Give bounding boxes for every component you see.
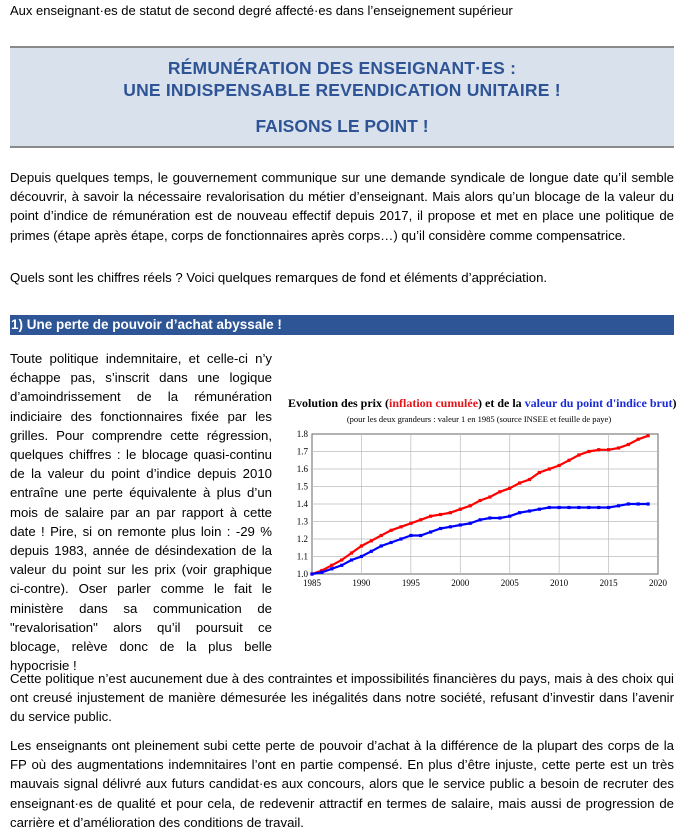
data-point — [459, 523, 462, 526]
data-point — [518, 511, 521, 514]
data-point — [370, 539, 373, 542]
data-point — [439, 527, 442, 530]
data-point — [360, 544, 363, 547]
data-point — [587, 450, 590, 453]
data-point — [350, 551, 353, 554]
data-point — [429, 515, 432, 518]
paragraph-policy: Cette politique n’est aucunement due à des contraintes et impossibilités financières du pays, mais à des choix qui ont creusé injustement de manière démesurée les inégalités dans notre société, refusant d’investir dans l’avenir du service public. — [10, 671, 674, 725]
y-tick-label: 1.6 — [296, 464, 308, 474]
data-point — [330, 564, 333, 567]
data-point — [469, 504, 472, 507]
data-point — [310, 572, 313, 575]
data-point — [439, 513, 442, 516]
data-point — [627, 502, 630, 505]
chart-subtitle: (pour les deux grandeurs : valeur 1 en 1985 (source INSEE et feuille de paye) — [346, 414, 612, 424]
data-point — [607, 448, 610, 451]
data-point — [607, 506, 610, 509]
y-tick-label: 1.3 — [296, 516, 308, 527]
data-point — [637, 502, 640, 505]
data-point — [508, 487, 511, 490]
chart-title: Evolution des prix (inflation cumulée) et de la valeur du point d'indice brut) — [288, 396, 677, 410]
x-tick-label: 2015 — [599, 578, 618, 588]
chart-plot — [288, 396, 677, 596]
title-banner — [10, 46, 674, 148]
y-tick-label: 1.8 — [296, 429, 308, 439]
data-point — [647, 502, 650, 505]
data-point — [528, 509, 531, 512]
data-point — [370, 550, 373, 553]
data-point — [498, 516, 501, 519]
data-point — [617, 446, 620, 449]
data-point — [528, 478, 531, 481]
banner-title-line-2: UNE INDISPENSABLE REVENDICATION UNITAIRE ! — [123, 80, 561, 100]
data-point — [419, 518, 422, 521]
data-point — [567, 506, 570, 509]
data-point — [488, 516, 491, 519]
data-point — [538, 508, 541, 511]
data-point — [637, 438, 640, 441]
data-point — [627, 443, 630, 446]
data-point — [409, 534, 412, 537]
chart-title-part-1: Evolution des prix ( — [288, 396, 390, 410]
data-point — [399, 537, 402, 540]
data-point — [479, 518, 482, 521]
data-point — [340, 558, 343, 561]
y-tick-label: 1.5 — [296, 481, 308, 492]
data-point — [350, 558, 353, 561]
data-point — [488, 495, 491, 498]
y-tick-label: 1.2 — [296, 534, 308, 544]
x-tick-label: 2000 — [451, 578, 470, 588]
section-left-text: Toute politique indemnitaire, et celle-ci n’y échappe pas, s’inscrit dans une logique d’amoindrissement de la rémunération indiciaire des fonctionnaires fixée par les grilles. Pour comprendre cette régression, quelques chiffres : le blocage quasi-continu de la valeur du point d’indice depuis 2010 entraîne une perte équivalente à plus d’un mois de salaire par an par rapport à cette date ! Pire, si on remonte plus loin : -29 % depuis 1983, année de désindexation de la valeur du point sur les prix (voir graphique ci-contre). Oser parler comme le fait le ministère dans sa communication de "revalorisation" alors qu’il poursuit ce blocage, relève donc de la plus belle hypocrisie ! — [10, 351, 272, 674]
x-tick-label: 2005 — [500, 578, 519, 588]
y-tick-label: 1.0 — [296, 569, 308, 579]
data-point — [409, 522, 412, 525]
data-point — [498, 490, 501, 493]
data-point — [587, 506, 590, 509]
data-point — [577, 453, 580, 456]
data-point — [469, 522, 472, 525]
data-point — [390, 541, 393, 544]
chart-title-inflation: inflation cumulée — [389, 396, 479, 410]
x-tick-label: 1990 — [352, 578, 371, 588]
chart — [288, 396, 677, 596]
data-point — [399, 525, 402, 528]
banner-title-line-3: FAISONS LE POINT ! — [255, 116, 429, 136]
data-point — [597, 506, 600, 509]
paragraph-teachers: Les enseignants ont pleinement subi cette perte de pouvoir d’achat à la différence de la plupart des corps de la FP où des augmentations indemnitaires l’ont en partie compensé. En plus d’être injuste, cette perte est un très mauvais signal délivré aux futurs candidat·es aux concours, alors que le service public a besoin de recruter des enseignant·es de qualité et pour cela, de redevenir attractif en termes de salaire, mais aussi de progression de carrière et d’amélioration des conditions de travail. — [10, 738, 674, 830]
chart-title-part-3: ) et de la — [478, 396, 525, 410]
x-tick-label: 2020 — [649, 578, 667, 588]
data-point — [449, 511, 452, 514]
data-point — [330, 567, 333, 570]
data-point — [617, 504, 620, 507]
data-point — [508, 515, 511, 518]
intro-question: Quels sont les chiffres réels ? Voici quelques remarques de fond et éléments d’appréciation. — [10, 270, 548, 285]
data-point — [577, 506, 580, 509]
data-point — [419, 534, 422, 537]
x-tick-label: 1995 — [401, 578, 420, 588]
intro-paragraph: Depuis quelques temps, le gouvernement communique sur une demande syndicale de longue date qu’il semble découvrir, à savoir la nécessaire revalorisation du métier d’enseignant. Mais alors qu’un blocage de la valeur du point d’indice de rémunération est de nouveau effectif depuis 2017, il propose et met en place une politique de primes (étape après étape, corps de fonctionnaires après corps…) qu’il considère comme compensatrice. — [10, 170, 674, 243]
chart-title-point-indice: valeur du point d'indice brut — [524, 396, 673, 410]
y-tick-label: 1.7 — [296, 446, 308, 457]
data-point — [548, 506, 551, 509]
data-point — [360, 555, 363, 558]
data-point — [538, 471, 541, 474]
document-subtitle: Aux enseignant·es de statut de second degré affecté·es dans l’enseignement supérieur — [10, 3, 513, 18]
data-point — [320, 571, 323, 574]
data-point — [548, 467, 551, 470]
data-point — [479, 499, 482, 502]
data-point — [459, 508, 462, 511]
data-point — [567, 459, 570, 462]
x-tick-label: 1985 — [303, 578, 321, 588]
data-point — [340, 564, 343, 567]
data-point — [518, 481, 521, 484]
data-point — [390, 529, 393, 532]
data-point — [558, 506, 561, 509]
banner-title-line-1: RÉMUNÉRATION DES ENSEIGNANT·ES : — [167, 58, 517, 78]
data-point — [380, 544, 383, 547]
data-point — [597, 448, 600, 451]
data-point — [558, 464, 561, 467]
data-point — [429, 530, 432, 533]
y-tick-label: 1.1 — [296, 551, 308, 562]
data-point — [380, 534, 383, 537]
section-heading: 1) Une perte de pouvoir d’achat abyssale ! — [10, 315, 674, 335]
y-tick-label: 1.4 — [296, 499, 308, 509]
x-tick-label: 2010 — [550, 578, 569, 588]
data-point — [449, 525, 452, 528]
data-point — [647, 434, 650, 437]
